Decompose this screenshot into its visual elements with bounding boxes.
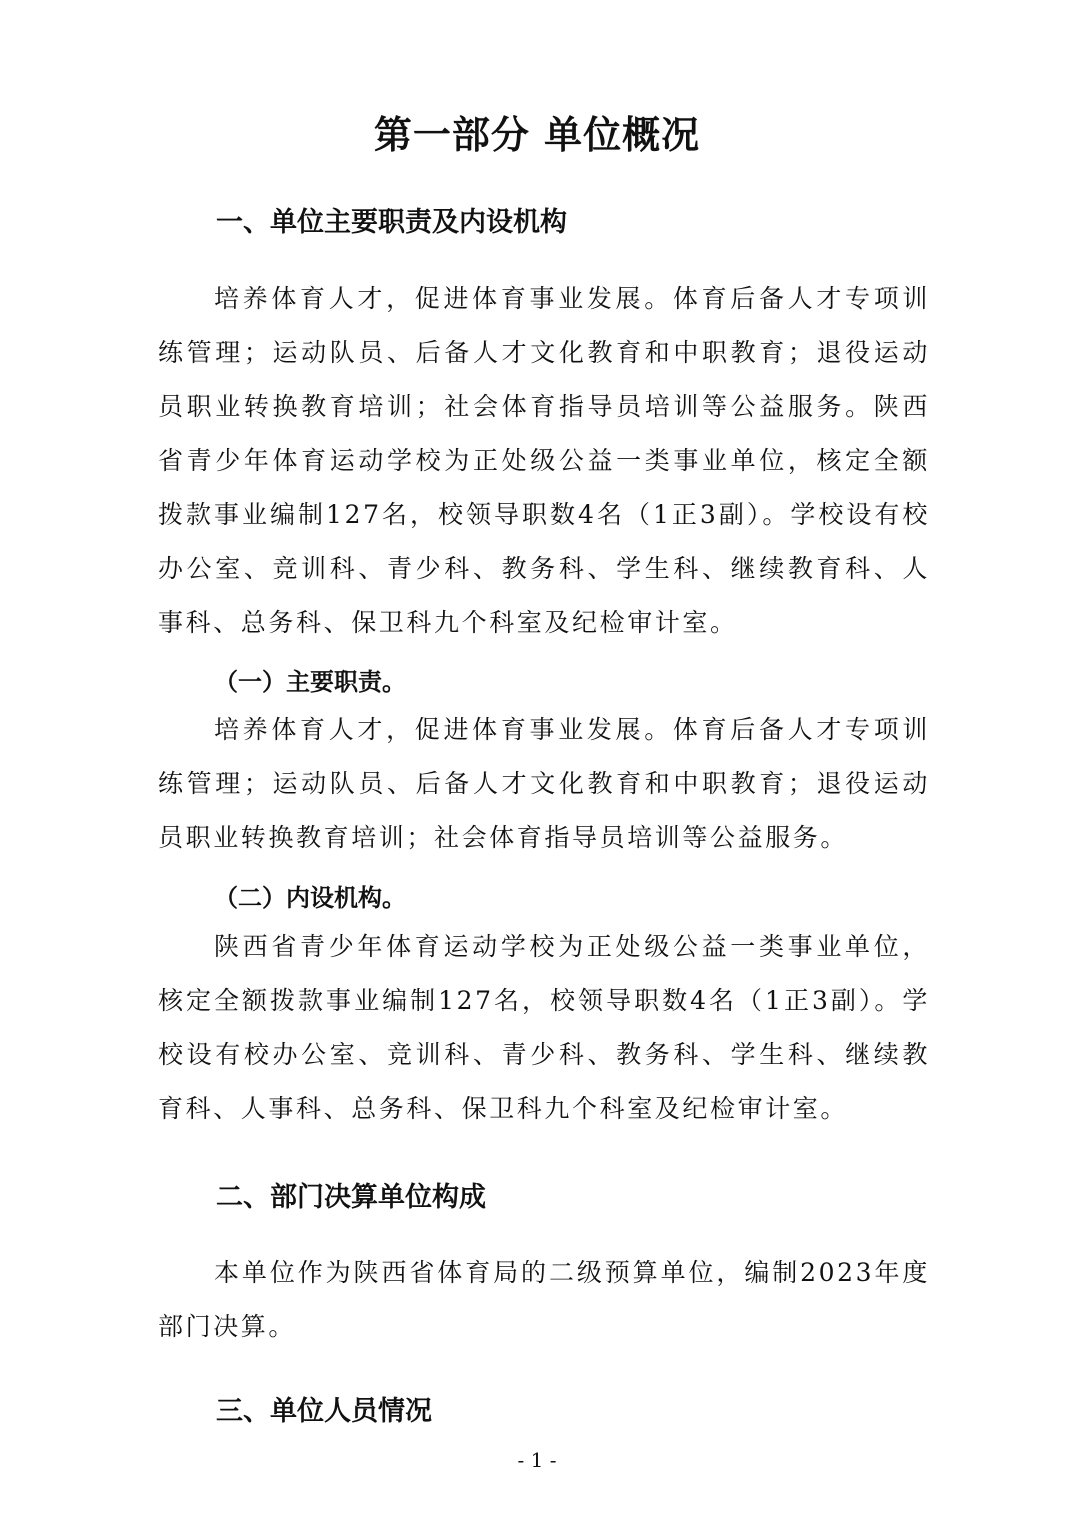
section-3-heading: 三、单位人员情况: [216, 1396, 432, 1427]
page-title: 第一部分 单位概况: [373, 113, 701, 157]
main-duties-paragraph: 培养体育人才，促进体育事业发展。体育后备人才专项训练管理；运动队员、后备人才文化教育和中职教育；退役运动员职业转换教育培训；社会体育指导员培训等公益服务。: [158, 715, 930, 852]
internal-structure-paragraph: 陕西省青少年体育运动学校为正处级公益一类事业单位，核定全额拨款事业编制127名，校领导职数4名（1正3副）。学校设有校办公室、竞训科、青少科、教务科、学生科、继续教育科、人事科、总务科、保卫科九个科室及纪检审计室。: [158, 932, 930, 1123]
section-2-heading: 二、部门决算单位构成: [216, 1182, 486, 1213]
section-2-paragraph: 本单位作为陕西省体育局的二级预算单位，编制2023年度部门决算。: [158, 1258, 930, 1341]
subsection-main-duties-heading: （一）主要职责。: [214, 668, 406, 696]
section-1-intro-paragraph: 培养体育人才，促进体育事业发展。体育后备人才专项训练管理；运动队员、后备人才文化教育和中职教育；退役运动员职业转换教育培训；社会体育指导员培训等公益服务。陕西省青少年体育运动学校为正处级公益一类事业单位，核定全额拨款事业编制127名，校领导职数4名（1正3副）。学校设有校办公室、竞训科、青少科、教务科、学生科、继续教育科、人事科、总务科、保卫科九个科室及纪检审计室。: [158, 284, 930, 637]
page-number: - 1 -: [517, 1448, 557, 1472]
subsection-internal-structure-heading: （二）内设机构。: [214, 884, 406, 912]
section-1-heading: 一、单位主要职责及内设机构: [216, 207, 567, 238]
